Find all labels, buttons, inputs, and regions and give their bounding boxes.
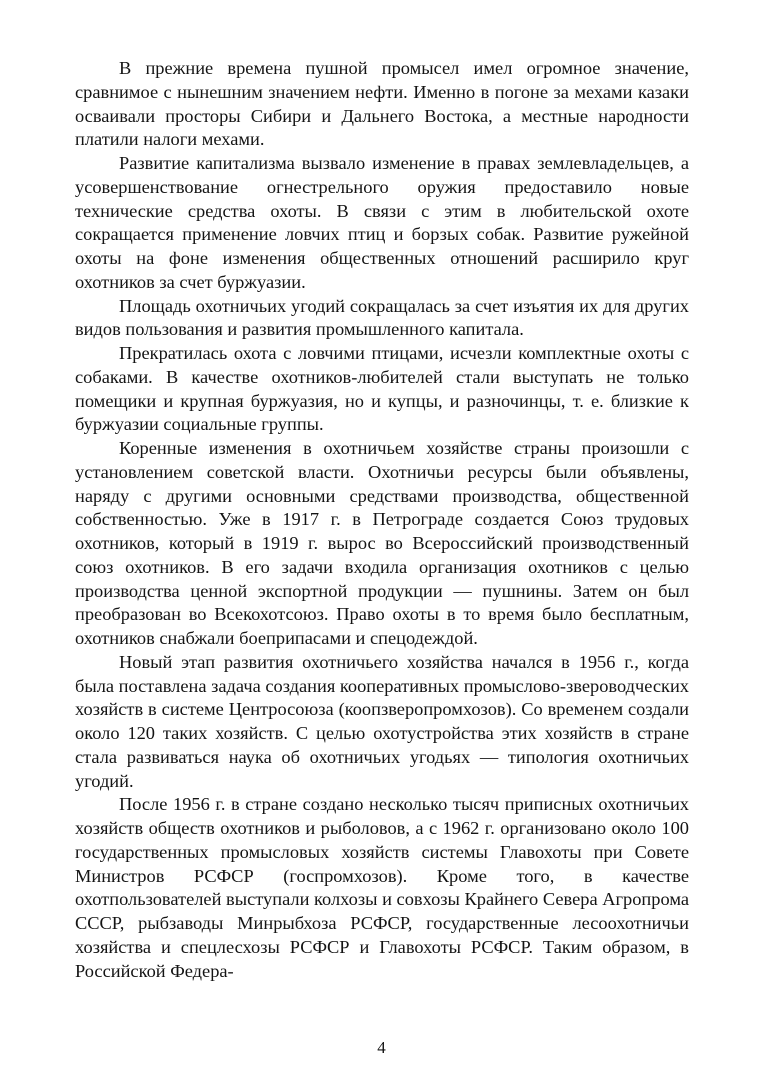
page-number: 4: [377, 1038, 386, 1057]
paragraph-new-stage-1956: Новый этап развития охотничьего хозяйства начался в 1956 г., когда была поставлена задача создания кооперативных промыслово-звероводческих хозяйств в системе Центросоюза (коопзверопромхозов). Со временем создали около 120 таких хозяйств. С целью охотустройства этих хозяйств в стране стала развиваться наука об охотничьих угодьях — типология охотничьих угодий.: [75, 651, 689, 791]
paragraph-soviet-changes: Коренные изменения в охотничьем хозяйстве страны произошли с установлением советской власти. Охотничьи ресурсы были объявлены, наряду с другими основными средствами производства, общественной собственностью. Уже в 1917 г. в Петрограде создается Союз трудовых охотников, который в 1919 г. вырос во Всероссийский производственный союз охотников. В его задачи входила организация охотников с целью производства ценной экспортной продукции — пушнины. Затем он был преобразован во Всекохотсоюз. Право охоты в то время было бесплатным, охотников снабжали боеприпасами и спецодеждой.: [75, 438, 689, 648]
paragraph-after-1956: После 1956 г. в стране создано несколько тысяч приписных охотничьих хозяйств обществ охотников и рыболовов, а с 1962 г. организовано около 100 государственных промысловых хозяйств системы Главохоты при Совете Министров РСФСР (госпромхозов). Кроме того, в качестве охотпользователей выступали колхозы и совхозы Крайнего Севера Агропрома СССР, рыбзаводы Минрыбхоза РСФСР, государственные лесоохотничьи хозяйства и спецлесхозы РСФСР и Главохоты РСФСР. Таким образом, в Российской Федера-: [75, 794, 689, 981]
paragraph-hunting-grounds: Площадь охотничьих угодий сокращалась за счет изъятия их для других видов пользования и развития промышленного капитала.: [75, 295, 689, 340]
paragraph-capitalism: Развитие капитализма вызвало изменение в правах землевладельцев, а усовершенствование огнестрельного оружия предоставило новые технические средства охоты. В связи с этим в любительской охоте сокращается применение ловчих птиц и борзых собак. Развитие ружейной охоты на фоне изменения общественных отношений расширило круг охотников за счет буржуазии.: [75, 153, 689, 292]
paragraph-fur-trade: В прежние времена пушной промысел имел огромное значение, сравнимое с нынешним значением нефти. Именно в погоне за мехами казаки осваивали просторы Сибири и Дальнего Востока, а местные народности платили налоги мехами.: [75, 58, 689, 150]
body-text: [75, 57, 689, 983]
paragraph-hunting-decline: Прекратилась охота с ловчими птицами, исчезли комплектные охоты с собаками. В качестве охотников-любителей стали выступать не только помещики и крупная буржуазия, но и купцы, и разночинцы, т. е. близкие к буржуазии социальные группы.: [75, 343, 689, 435]
